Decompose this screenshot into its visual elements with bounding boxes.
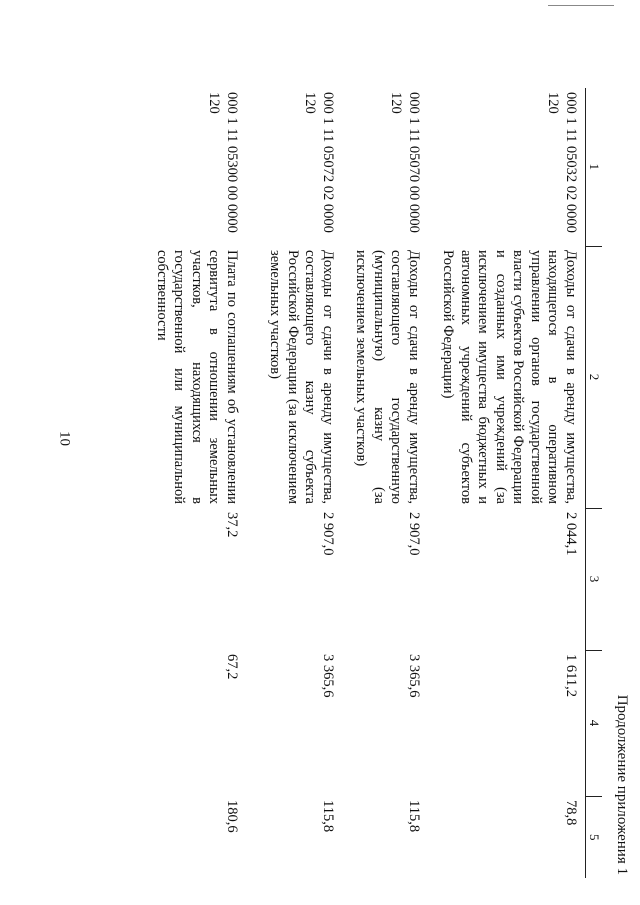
page-number: 10	[56, 431, 73, 446]
value-col5: 115,8	[406, 800, 422, 833]
table-row	[246, 88, 342, 878]
column-header-5: 5	[586, 796, 603, 878]
table-row	[428, 88, 586, 878]
column-number-row	[586, 88, 603, 878]
revenue-name: Доходы от сдачи в аренду имущества, составляющего государственную (муниципальную) казну (за исключением земельных участков)	[353, 250, 422, 504]
value-col3: 2 044,1	[563, 512, 579, 556]
revenue-name: Доходы от сдачи в аренду имущества, составляющего казну субъекта Российской Федерации (за исключением земельных участков)	[267, 250, 336, 504]
value-col3: 37,2	[224, 512, 240, 538]
value-col5: 78,8	[563, 800, 579, 826]
column-header-2: 2	[586, 246, 603, 508]
budget-code: 000 1 11 05070 00 0000 120	[388, 92, 422, 233]
column-header-3: 3	[586, 508, 603, 650]
value-col4: 3 365,6	[406, 654, 422, 698]
revenue-name: Доходы от сдачи в аренду имущества, находящегося в оперативном управлении органов государственной власти субъектов Российской Федерации и созданных ими учреждений (за исключением имущества бюджетных и автономных учреждений субъектов Российской Федерации)	[440, 250, 579, 504]
revenue-table	[130, 88, 602, 878]
budget-code: 000 1 11 05072 02 0000 120	[302, 92, 336, 233]
value-col4: 3 365,6	[320, 654, 336, 698]
value-col5: 180,6	[224, 800, 240, 833]
budget-code: 000 1 11 05300 00 0000 120	[206, 92, 240, 233]
revenue-name: Плата по соглашениям об установлении сервитута в отношении земельных участков, находящихся в государственной или муниципальной собственности	[154, 250, 240, 504]
value-col5: 115,8	[320, 800, 336, 833]
column-header-1: 1	[586, 88, 603, 246]
value-col3: 2 907,0	[320, 512, 336, 556]
table-row	[342, 88, 428, 878]
column-header-4: 4	[586, 650, 603, 796]
value-col3: 2 907,0	[406, 512, 422, 556]
value-col4: 67,2	[224, 654, 240, 680]
appendix-title: Продолжение приложения 1	[614, 694, 630, 875]
table-row	[130, 88, 246, 878]
value-col4: 1 611,2	[563, 654, 579, 697]
budget-code: 000 1 11 05032 02 0000 120	[545, 92, 579, 233]
